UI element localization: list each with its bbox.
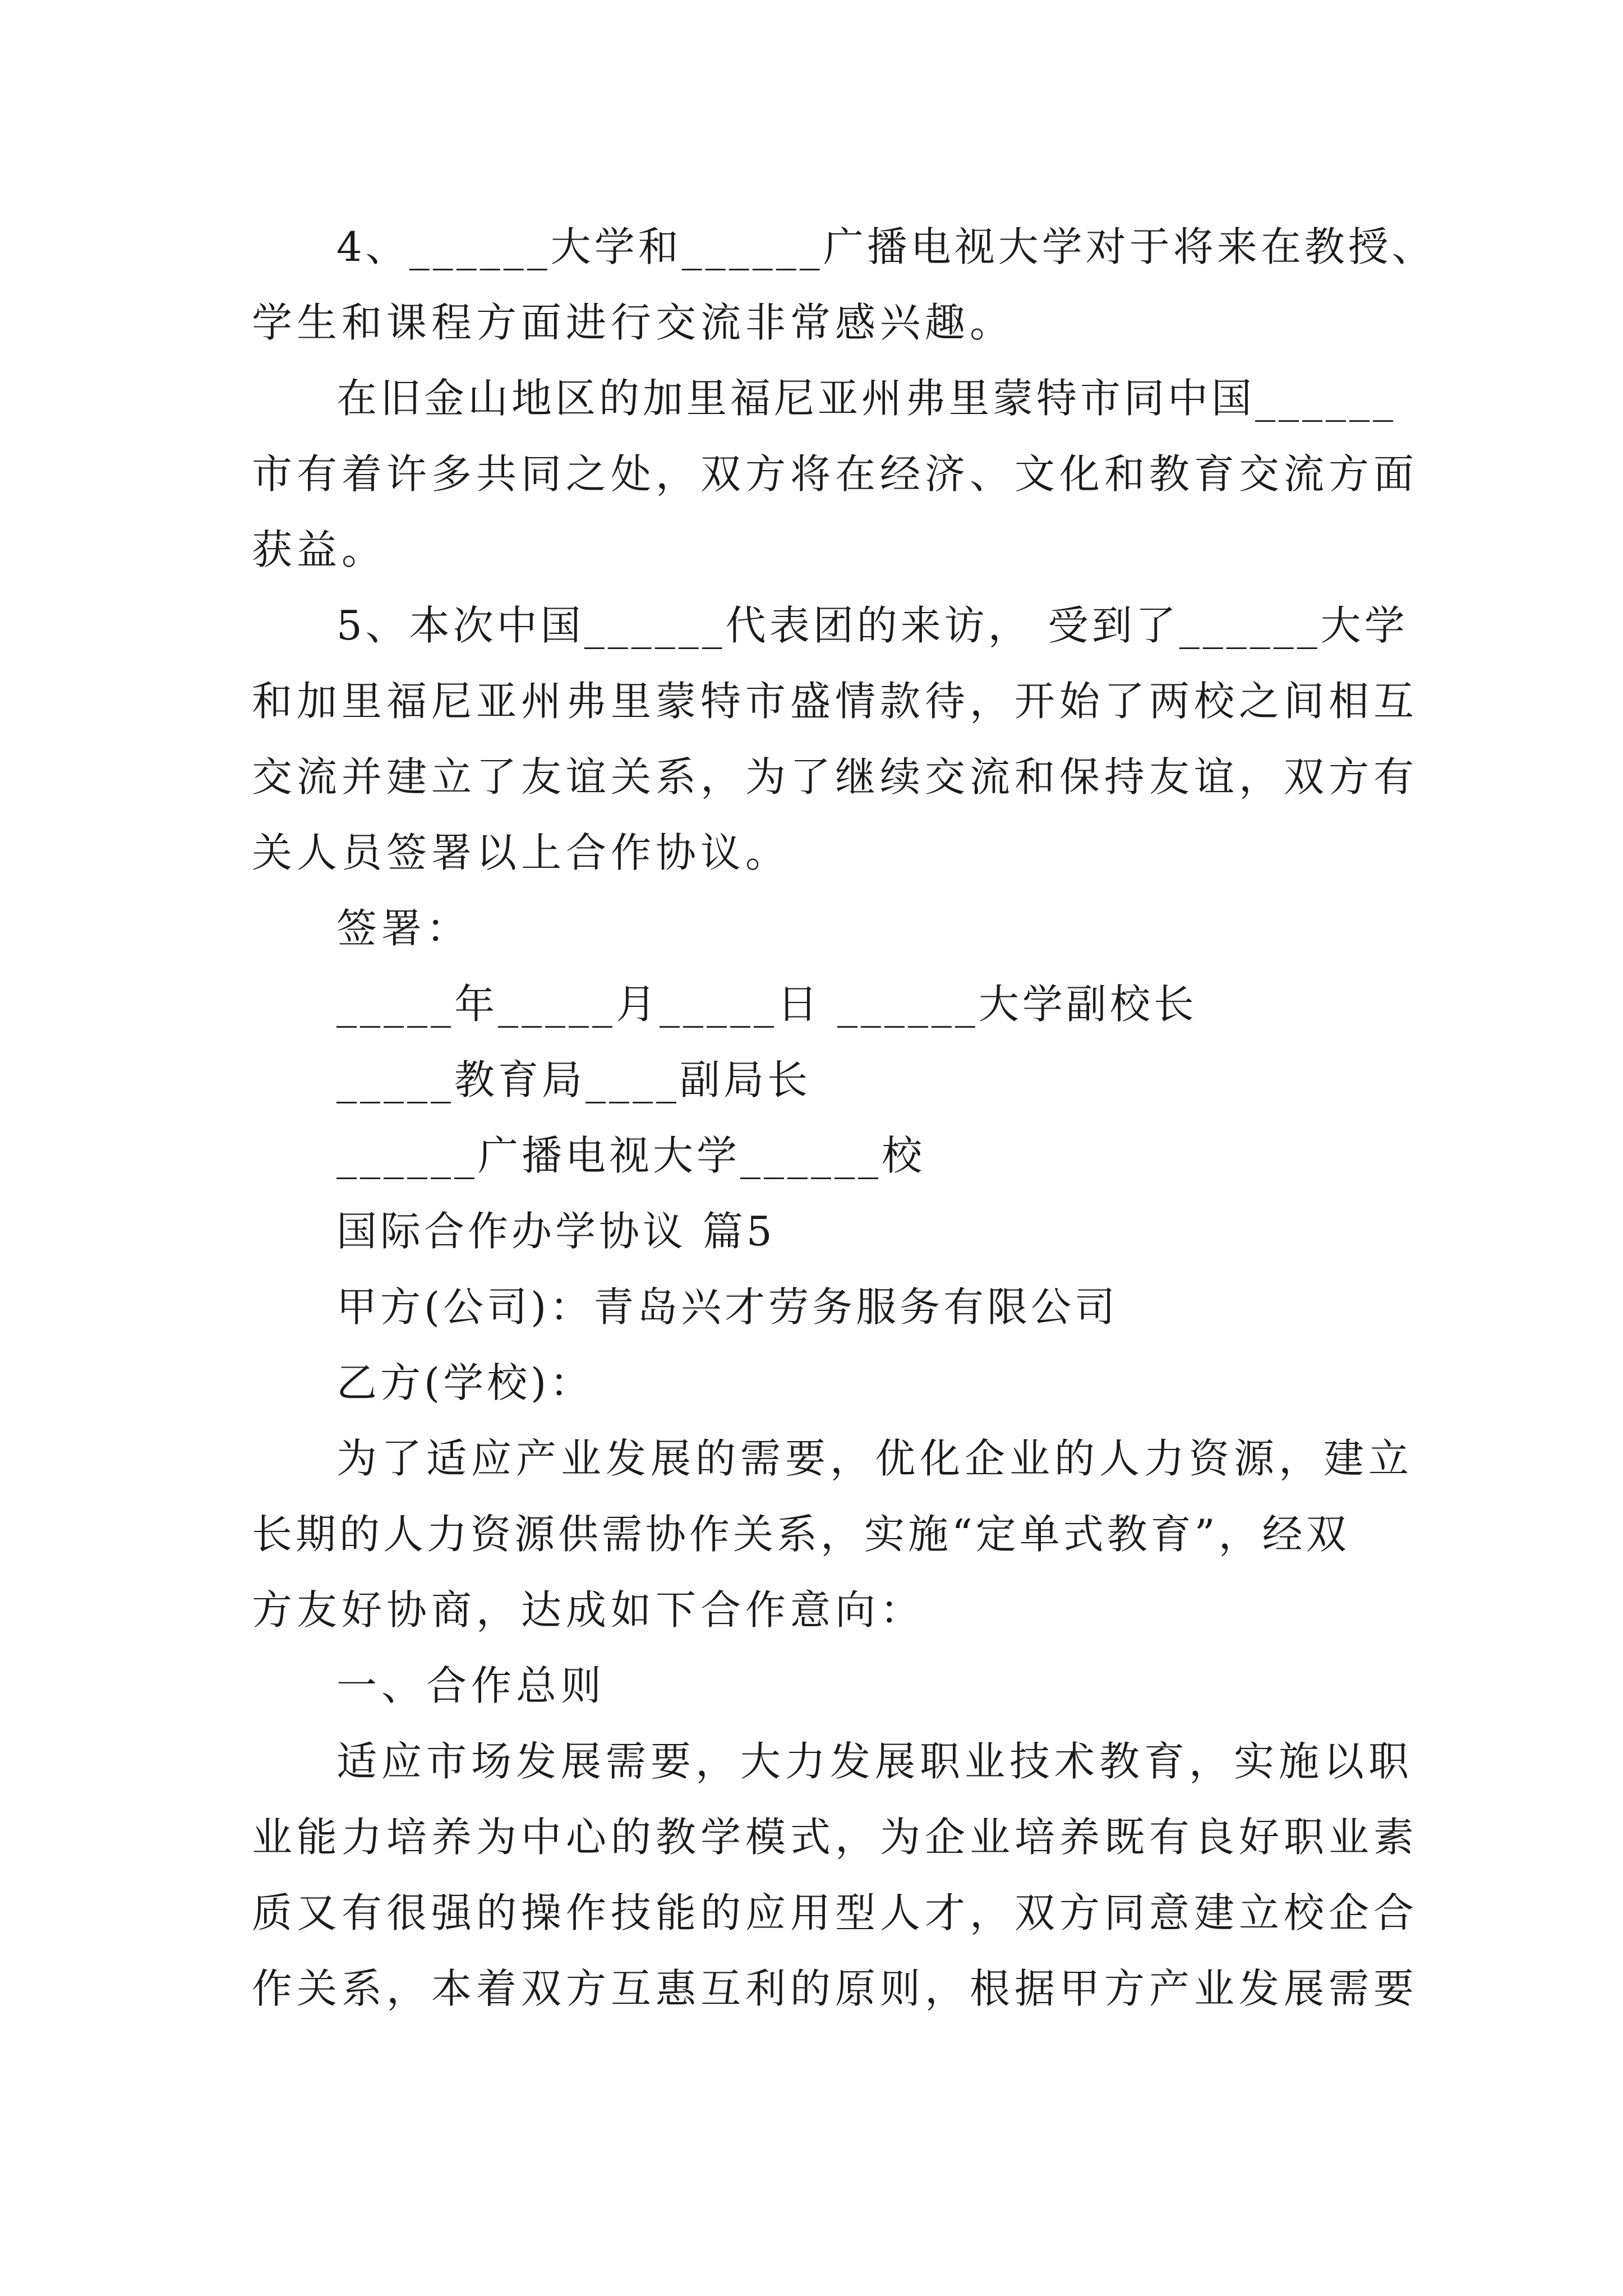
paragraph-5-line-4: 关人员签署以上合作协议。 <box>252 829 791 876</box>
paragraph-fremont-line-2: 市有着许多共同之处，双方将在经济、文化和教育交流方面 <box>252 450 1419 498</box>
party-b-line: 乙方(学校)： <box>336 1359 594 1406</box>
section-heading-general: 一、合作总则 <box>336 1662 606 1709</box>
intro-paragraph-line-3: 方友好协商，达成如下合作意向： <box>252 1586 925 1634</box>
general-paragraph-line-2: 业能力培养为中心的教学模式，为企业培养既有良好职业素 <box>252 1814 1419 1861</box>
party-a-line: 甲方(公司)：青岛兴才劳务服务有限公司 <box>336 1283 1119 1331</box>
intro-paragraph-line-1: 为了适应产业发展的需要，优化企业的人力资源，建立 <box>336 1435 1414 1482</box>
signature-education-bureau: _____教育局____副局长 <box>336 1056 811 1103</box>
paragraph-5-line-3: 交流并建立了友谊关系，为了继续交流和保持友谊，双方有 <box>252 753 1419 800</box>
paragraph-fremont-line-1: 在旧金山地区的加里福尼亚州弗里蒙特市同中国______ <box>336 375 1397 422</box>
signature-date-line: _____年_____月_____日 ______大学副校长 <box>336 981 1197 1028</box>
general-paragraph-line-4: 作关系，本着双方互惠互利的原则，根据甲方产业发展需要 <box>252 1965 1419 2012</box>
general-paragraph-line-3: 质又有很强的操作技能的应用型人才，双方同意建立校企合 <box>252 1889 1419 1936</box>
paragraph-4-line-1: 4、______大学和______广播电视大学对于将来在教授、 <box>336 223 1436 270</box>
general-paragraph-line-1: 适应市场发展需要，大力发展职业技术教育，实施以职 <box>336 1738 1414 1785</box>
paragraph-5-line-1: 5、本次中国______代表团的来访， 受到了______大学 <box>336 602 1408 649</box>
intro-paragraph-line-2: 长期的人力资源供需协作关系，实施“定单式教育”，经双 <box>252 1511 1350 1558</box>
section-title-agreement-5: 国际合作办学协议 篇5 <box>336 1208 776 1255</box>
paragraph-4-line-2: 学生和课程方面进行交流非常感兴趣。 <box>252 299 1015 346</box>
paragraph-5-line-2: 和加里福尼亚州弗里蒙特市盛情款待，开始了两校之间相互 <box>252 678 1419 725</box>
signature-tv-university: ______广播电视大学______校 <box>336 1132 926 1179</box>
paragraph-fremont-line-3: 获益。 <box>252 526 387 573</box>
signature-heading: 签署： <box>336 905 472 952</box>
